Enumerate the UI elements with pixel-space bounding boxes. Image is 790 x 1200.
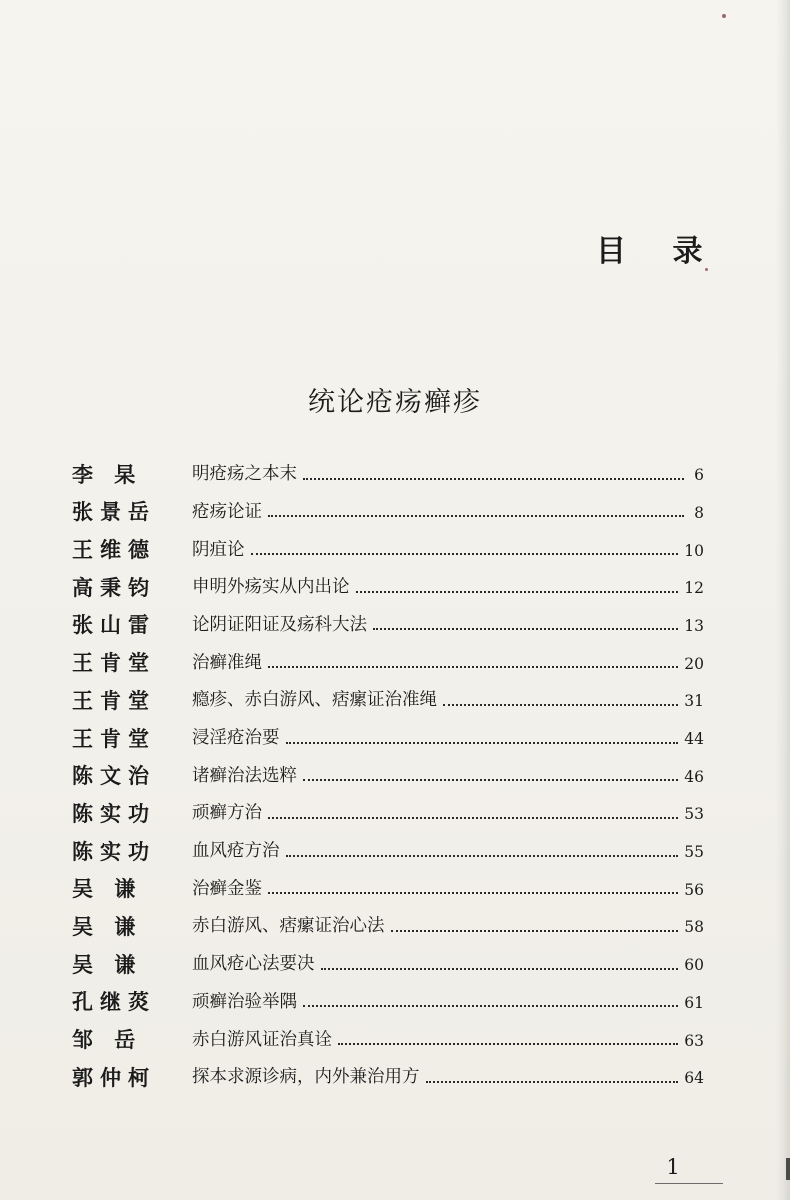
- toc-entry-title: 申明外疡实从内出论: [192, 577, 350, 598]
- toc-entry[interactable]: [72, 639, 704, 677]
- toc-entry-page-number: 46: [684, 767, 704, 786]
- toc-entry-page-number: 63: [684, 1031, 704, 1050]
- toc-entry-author: 陈实功: [72, 838, 156, 864]
- toc-entry-title: 赤白游风、痞瘰证治心法: [192, 916, 385, 937]
- toc-entry[interactable]: [72, 1016, 704, 1054]
- toc-dot-leader: [426, 1081, 679, 1083]
- toc-entry-author: 高秉钧: [72, 574, 156, 600]
- toc-entry[interactable]: [72, 489, 704, 527]
- toc-entry[interactable]: [72, 903, 704, 941]
- toc-entry-page-number: 56: [684, 880, 704, 899]
- toc-dot-leader: [251, 553, 679, 555]
- toc-entry[interactable]: [72, 526, 704, 564]
- toc-entry[interactable]: [72, 979, 704, 1017]
- toc-entry-page-number: 44: [684, 730, 704, 748]
- toc-entry-author: 郭仲柯: [72, 1064, 156, 1090]
- toc-entry-page-number: 53: [684, 805, 704, 824]
- toc-entry-title: 论阴证阳证及疡科大法: [192, 614, 367, 635]
- toc-entry-author: 李 杲: [72, 461, 143, 487]
- toc-dot-leader: [443, 704, 678, 706]
- toc-entry-page-number: 13: [684, 616, 704, 635]
- toc-entry-page-number: 55: [684, 843, 704, 862]
- toc-entry[interactable]: [72, 564, 704, 602]
- toc-entry[interactable]: [72, 790, 704, 828]
- toc-dot-leader: [338, 1043, 678, 1045]
- page-number: 1: [666, 1155, 680, 1179]
- toc-entry-title: 阴疽论: [192, 539, 245, 560]
- toc-entry-title: 诸癣治法选粹: [192, 765, 297, 786]
- toc-entry[interactable]: [72, 753, 704, 791]
- toc-entry-author: 陈文治: [72, 763, 156, 789]
- toc-entry-page-number: 31: [684, 692, 704, 711]
- toc-entry-page-number: 61: [684, 993, 704, 1012]
- toc-entry-title: 血风疮方治: [192, 841, 280, 862]
- toc-dot-leader: [268, 515, 684, 517]
- toc-entry-title: 治癣金鉴: [192, 878, 262, 899]
- toc-entry-title: 瘾疹、赤白游风、痞瘰证治准绳: [192, 690, 437, 711]
- page-number-rule: [655, 1183, 723, 1184]
- toc-entry-title: 顽癣治验举隅: [192, 991, 297, 1012]
- toc-entry-author: 王肯堂: [72, 687, 156, 713]
- toc-dot-leader: [321, 968, 679, 970]
- toc-entry[interactable]: [72, 715, 704, 753]
- toc-entry[interactable]: [72, 677, 704, 715]
- toc-entry-title: 疮疡论证: [192, 501, 262, 522]
- toc-entry-author: 吴 谦: [72, 951, 143, 977]
- toc-entry[interactable]: [72, 941, 704, 979]
- toc-entry-title: 浸淫疮治要: [192, 728, 280, 748]
- toc-entry-title: 治癣准绳: [192, 652, 262, 673]
- ink-speck: [722, 14, 726, 18]
- toc-entry-title: 探本求源诊病，内外兼治用方: [192, 1067, 420, 1088]
- binding-mark: [786, 1158, 790, 1180]
- toc-entry-author: 吴 谦: [72, 876, 143, 902]
- toc-entry[interactable]: [72, 1054, 704, 1092]
- toc-entry-author: 吴 谦: [72, 913, 143, 939]
- toc-dot-leader: [286, 855, 679, 857]
- toc-entry-author: 张山雷: [72, 612, 156, 638]
- toc-entry[interactable]: [72, 602, 704, 640]
- page-edge-shadow: [776, 0, 790, 1200]
- toc-entry-title: 明疮疡之本末: [192, 464, 297, 485]
- toc-dot-leader: [268, 892, 678, 894]
- toc-dot-leader: [303, 1005, 678, 1007]
- toc-dot-leader: [303, 478, 684, 480]
- toc-dot-leader: [303, 779, 678, 781]
- toc-entry-page-number: 12: [684, 579, 704, 598]
- toc-entry-author: 孔继菼: [72, 989, 156, 1015]
- toc-entry-page-number: 64: [684, 1069, 704, 1088]
- toc-entry-page-number: 58: [684, 918, 704, 937]
- toc-entry-title: 血风疮心法要决: [192, 954, 315, 975]
- toc-entry-author: 王肯堂: [72, 650, 156, 676]
- toc-title: 目 录: [596, 234, 721, 269]
- toc-entry[interactable]: [72, 828, 704, 866]
- toc-entry-author: 邹 岳: [72, 1027, 143, 1052]
- toc-entry-title: 顽癣方治: [192, 803, 262, 824]
- toc-entry-author: 王肯堂: [72, 725, 156, 751]
- section-heading: 统论疮疡癣疹: [308, 387, 482, 418]
- toc-dot-leader: [356, 591, 679, 593]
- toc-entry[interactable]: [72, 866, 704, 904]
- toc-entry-author: 陈实功: [72, 800, 156, 826]
- toc-dot-leader: [268, 666, 678, 668]
- toc-entry-page-number: 20: [684, 654, 704, 673]
- toc-list: [72, 451, 704, 1092]
- toc-entry-author: 王维德: [72, 537, 156, 563]
- toc-dot-leader: [286, 742, 679, 744]
- toc-entry[interactable]: [72, 451, 704, 489]
- toc-entry-page-number: 60: [684, 956, 704, 975]
- toc-entry-author: 张景岳: [72, 499, 156, 525]
- toc-entry-page-number: 8: [694, 503, 704, 522]
- toc-entry-title: 赤白游风证治真诠: [192, 1029, 332, 1050]
- toc-entry-page-number: 10: [684, 541, 704, 560]
- toc-dot-leader: [391, 930, 679, 932]
- toc-dot-leader: [268, 817, 678, 819]
- toc-dot-leader: [373, 628, 678, 630]
- toc-entry-page-number: 6: [694, 466, 704, 485]
